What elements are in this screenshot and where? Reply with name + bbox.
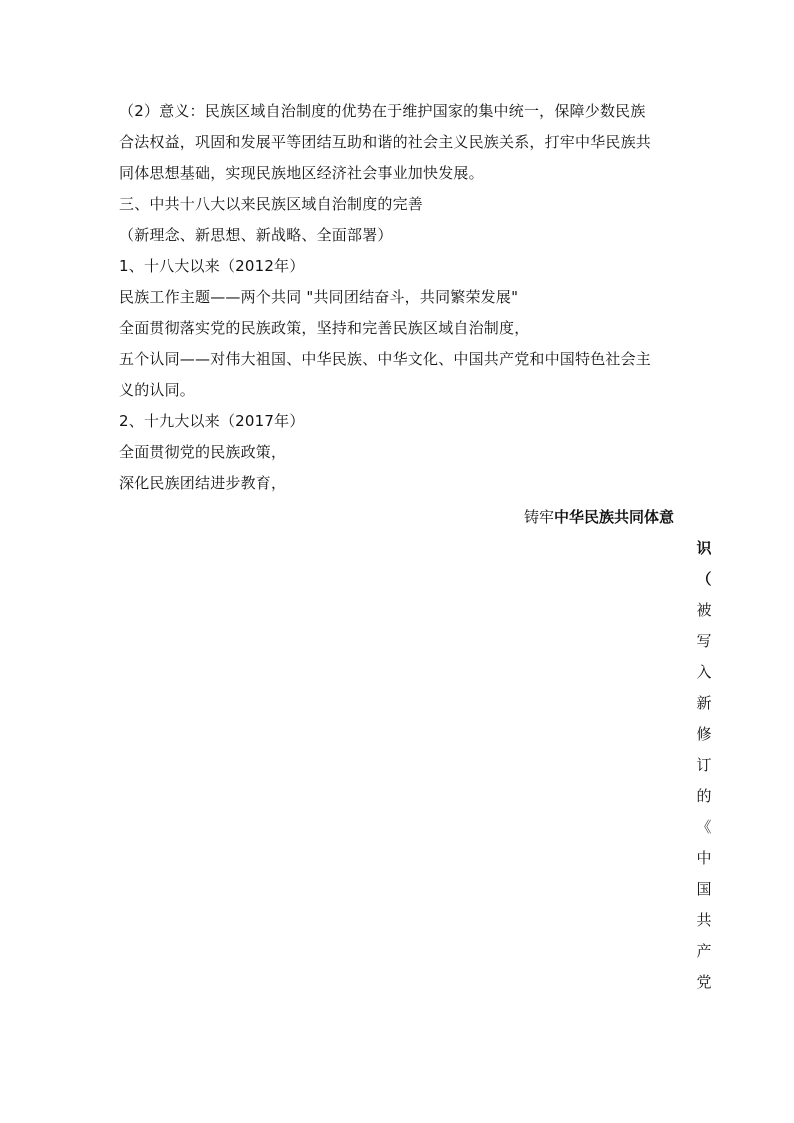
section-heading-3: 三、中共十八大以来民族区域自治制度的完善 [119, 195, 424, 213]
vertical-char: 的 [696, 787, 712, 805]
body-line-five-identities-1: 五个认同——对伟大祖国、中华民族、中华文化、中国共产党和中国特色社会主 [119, 350, 652, 368]
vertical-char: 中 [696, 849, 712, 867]
body-line-deepen-education: 深化民族团结进步教育， [119, 474, 287, 492]
paragraph-line-significance-2: 合法权益，巩固和发展平等团结互助和谐的社会主义民族关系，打牢中华民族共 [119, 133, 652, 151]
vertical-char: 产 [696, 942, 712, 960]
vertical-char: （ [696, 570, 712, 588]
vertical-char: 订 [696, 756, 712, 774]
vertical-char: 《 [696, 818, 712, 836]
body-line-implement-policy: 全面贯彻党的民族政策， [119, 443, 287, 461]
vertical-char: 入 [696, 663, 712, 681]
section-subtitle: （新理念、新思想、新战略、全面部署） [119, 226, 393, 244]
body-line-policy: 全面贯彻落实党的民族政策，坚持和完善民族区域自治制度， [119, 319, 530, 337]
vertical-char: 被 [696, 601, 712, 619]
vertical-char: 国 [696, 880, 712, 898]
right-line-bold-text: 中华民族共同体意 [553, 508, 674, 526]
vertical-char: 写 [696, 632, 712, 650]
body-line-five-identities-2: 义的认同。 [119, 381, 196, 399]
vertical-text-column [690, 533, 718, 998]
subsection-heading-1: 1、十八大以来（2012年） [119, 257, 305, 275]
right-line-prefix: 铸牢 [523, 508, 554, 526]
body-line-theme: 民族工作主题——两个共同 "共同团结奋斗，共同繁荣发展" [119, 288, 519, 306]
subsection-heading-2: 2、十九大以来（2017年） [119, 412, 305, 430]
paragraph-line-significance-1: （2）意义：民族区域自治制度的优势在于维护国家的集中统一，保障少数民族 [119, 102, 646, 120]
vertical-char: 党 [696, 973, 712, 991]
vertical-char: 修 [696, 725, 712, 743]
vertical-char: 识 [696, 539, 712, 557]
vertical-char: 新 [696, 694, 712, 712]
paragraph-line-significance-3: 同体思想基础，实现民族地区经济社会事业加快发展。 [119, 164, 484, 182]
vertical-char: 共 [696, 911, 712, 929]
body-text [119, 96, 679, 499]
right-aligned-line [119, 502, 674, 533]
